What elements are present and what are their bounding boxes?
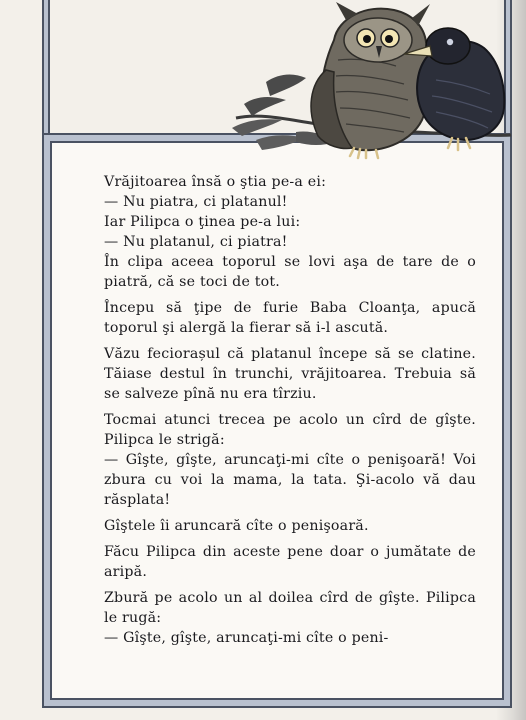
paragraph: Începu să ţipe de furie Baba Cloanţa, apucă toporul şi alergă la fierar să i-l ascută.	[104, 300, 476, 336]
paragraph: — Gîşte, gîşte, aruncaţi-mi cîte o peni-	[104, 630, 389, 646]
paragraph: Văzu feciorașul că platanul începe să se clatine. Tăiase destul în trunchi, vrăjitoarea. Trebuia să se salveze pînă nu era tîrziu.	[104, 346, 476, 402]
dialogue-line: — Nu piatra, ci platanul!	[104, 194, 288, 210]
owl-illustration	[311, 2, 431, 158]
paragraph: Gîştele îi aruncară cîte o penişoară.	[104, 518, 369, 534]
frame-post-left	[42, 0, 50, 138]
paragraph: Zbură pe acolo un al doilea cîrd de gîşte. Pilipca le rugă:	[104, 590, 476, 626]
paragraph: — Gîşte, gîşte, aruncaţi-mi cîte o penişoară! Voi zbura cu voi la mama, la tata. Şi-acolo vă dau răsplata!	[104, 452, 476, 508]
dialogue-line: — Nu platanul, ci piatra!	[104, 234, 288, 250]
paragraph: În clipa aceea toporul se lovi aşa de tare de o piatră, că se toci de tot.	[104, 254, 476, 290]
paragraph: Tocmai atunci trecea pe acolo un cîrd de gîşte. Pilipca le strigă:	[104, 412, 476, 448]
paragraph: Făcu Pilipca din aceste pene doar o jumătate de aripă.	[104, 544, 476, 580]
dialogue-line: Vrăjitoarea însă o ştia pe-a ei:	[104, 174, 327, 190]
story-text	[104, 172, 476, 654]
dialogue-line: Iar Pilipca o ţinea pe-a lui:	[104, 214, 301, 230]
owl-and-crow-illustration	[226, 0, 516, 170]
